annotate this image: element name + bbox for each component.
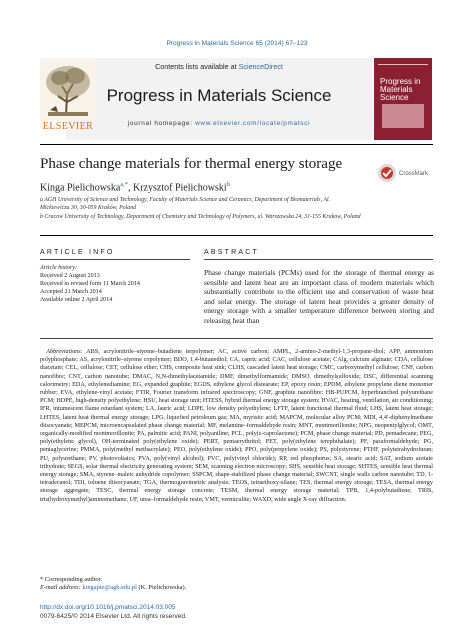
journal-cover-thumbnail bbox=[374, 58, 432, 140]
email-line bbox=[40, 584, 186, 592]
sciencedirect-link[interactable]: ScienceDirect bbox=[238, 62, 283, 71]
copyright-line: 0079-6425/© 2014 Elsevier Ltd. All rights reserved. bbox=[40, 612, 187, 620]
abstract-rule bbox=[204, 259, 433, 260]
cover-image bbox=[382, 104, 424, 128]
history-item: Received 2 August 2013 bbox=[40, 273, 100, 280]
history-item: Available online 2 April 2014 bbox=[40, 297, 113, 304]
article-title: Phase change materials for thermal energy storage bbox=[40, 156, 343, 172]
author-affiliation-mark[interactable]: a,* bbox=[120, 181, 129, 188]
page-footer bbox=[40, 604, 187, 621]
cover-rule bbox=[378, 64, 428, 65]
contents-prefix: Contents lists available at bbox=[155, 62, 239, 71]
affiliation-a-cont: Mickiewicza 30, 30-059 Kraków, Poland bbox=[40, 205, 137, 211]
homepage-prefix: journal homepage: bbox=[127, 120, 196, 127]
history-item: Accepted 21 March 2014 bbox=[40, 289, 102, 296]
email-label: E-mail address: bbox=[40, 584, 83, 592]
abbreviations-text: ABS, acrylonitrile–styrene–butadiene terpolymer; AC, active carbon; AMPL, 2-amino-2-methyl-1,3-propane-diol; APP, ammonium polyphosphate; AS, acrylonitrile–styrene copolymer; BDO, 1,4-butanediol; CA, capric acid; CAC, cellulose acetate; CAlg, calcium alginate; CDA, cellulose diacetate; CEL, cellulose; CET, cellulose ether; CHS, composite heat sink; CLHS, cascaded latent heat storage; CMC, carboxymethyl cellulose; CNF, carbon nanofibre; CNT, carbon nanotube; DMAC, N,N-dimethylacetamide; DMF, dimethylformamide; DMSO, dimethylsulfoxide; DSC, differential scanning calorimetry; EDA, ethylenediamine; EG, expanded graphite; EGDS, ethylene glycol distearate; EP, epoxy resin; EPDM, ethylene propylene diene monomer rubber; EVA, ethylene-vinyl acetate; FTIR, Fourier transform infrared spectroscopy; GNF, graphite nanofibre; HB-PUPCM, hyperbranched polyurethane PCM; HDPE, high-density polyethylene; HSU, heat storage unit; HTESS, hybrid thermal energy storage system; HVAC, heating, ventilation, air conditioning; IFR, intumescent flame retardant system; LA, lauric acid; LDPE, low density polyethylene; LFTF, latent functional thermal fluid; LHS, latent heat storage; LHTES, latent heat thermal energy storage; LPG, liquefied petroleum gas; MA, myristic acid; MAPCM, molecular alloy PCM; MDI, 4,4′-diphenylmethane diisocyanate; MEPCM, microencapsulated phase change material; MF, melamine–formaldehyde resin; MNT, montmorillonite; NPG, neopentylglycol; OMT, organically-modified montmorillonite; PA, palmitic acid; PANI, polyaniline; PCL, poly(ε-caprolactone); PCM, phase change material; PD, pentadecane; PEG, poly(ethylene glycol), OH-terminated poly(ethylene oxide); PERT, pentaerythritol; PET, poly(ethylene terephthalate); PF, paraformaldehyde; PG, pentaglycerine; PMMA, poly(methyl methacrylate); PEO, poly(ethylene oxide); PPO, poly(propylene oxide); PS, polystyrene; PTHF, polytetrahydrofuran; PU, polyurethane; PV, photovoltaics; PVA, poly(vinyl alcohol); PVC, poly(vinyl chloride); RP, red phosphorus; SA, stearic acid; SAT, sodium acetate trihydrate; SEGS, solar thermal electricity generating system; SEM, scanning electron microscopy; SHS, sensible heat storage; SHTES, sensible heat thermal energy storage; SMA, styrene–maleic anhydride copolymer; SSPCM, shape-stabilized phase change material; SWCNT, single walls carbon nanotube; TD, 1-tetradecanol; TDI, toluene diisocyanate; TGA, thermogravimetric analysis; TEOS, tetraethoxy-silane; TES, thermal energy storage; TESA, thermal energy storage aggregate; TESC, thermal energy storage concrete; TESM, thermal energy storage material; TPB, 1,4-polybutadiene; TRIS, tris(hydroxymethyl)aminomethane; UF, urea–formaldehyde resin; VMT, vermiculite; WAXD, wide angle X-ray diffraction. bbox=[40, 348, 433, 503]
journal-title: Progress in Materials Science bbox=[106, 86, 332, 105]
abbreviations-rule bbox=[40, 338, 433, 339]
corresponding-author-note: * Corresponding author. bbox=[40, 576, 102, 583]
doi-link[interactable]: http://dx.doi.org/10.1016/j.pmatsci.2014.03.005 bbox=[40, 604, 176, 611]
author-separator: , bbox=[128, 182, 134, 194]
running-header[interactable]: Progress in Materials Science 65 (2014) 67–123 bbox=[166, 40, 308, 47]
abbreviations-footnote bbox=[40, 348, 433, 504]
contents-line bbox=[66, 62, 372, 71]
crossmark-label[interactable]: CrossMark bbox=[399, 171, 429, 177]
author-list bbox=[40, 181, 230, 193]
abstract-text: Phase change materials (PCMs) used for the storage of thermal energy as sensible and latent heat are an important class of modern materials which substantially contribute to the efficient use and conservation of waste heat and solar energy. The storage of latent heat provides a greater density of energy storage with a smaller temperature difference between storing and releasing heat than bbox=[204, 268, 434, 325]
email-suffix: (K. Pielichowska). bbox=[136, 584, 187, 592]
masthead-rule bbox=[40, 144, 433, 145]
article-info-heading: ARTICLE INFO bbox=[40, 249, 115, 256]
email-link[interactable]: kingapie@agh.edu.pl bbox=[82, 584, 137, 592]
homepage-link[interactable]: www.elsevier.com/locate/pmatsci bbox=[195, 120, 311, 127]
publisher-wordmark: ELSEVIER bbox=[42, 121, 94, 132]
journal-homepage-line bbox=[66, 120, 372, 127]
crossmark-icon bbox=[377, 163, 397, 183]
cover-title: Progress in Materials Science bbox=[380, 77, 421, 102]
article-history bbox=[40, 264, 190, 304]
info-rule bbox=[40, 259, 190, 260]
history-label: Article history: bbox=[40, 265, 78, 271]
affiliation-a: a AGH University of Science and Technology, Faculty of Materials Science and Ceramics, Department of Biomaterials, Al. bbox=[40, 197, 331, 203]
author-name: Kinga Pielichowska bbox=[40, 182, 121, 194]
affiliation-b: b Cracow University of Technology, Department of Chemistry and Technology of Polymers, ul. Warszawska 24, 31-155 Krakow, Poland bbox=[40, 214, 361, 220]
author-affiliation-mark[interactable]: b bbox=[226, 181, 230, 188]
front-matter-rule bbox=[40, 235, 433, 236]
author-name: Krzysztof Pielichowski bbox=[133, 182, 227, 194]
correspondence-note bbox=[40, 576, 186, 593]
history-item: Received in revised form 11 March 2014 bbox=[40, 281, 140, 288]
abbreviations-label: Abbreviations: bbox=[46, 348, 83, 355]
abstract-heading: ABSTRACT bbox=[204, 249, 259, 256]
